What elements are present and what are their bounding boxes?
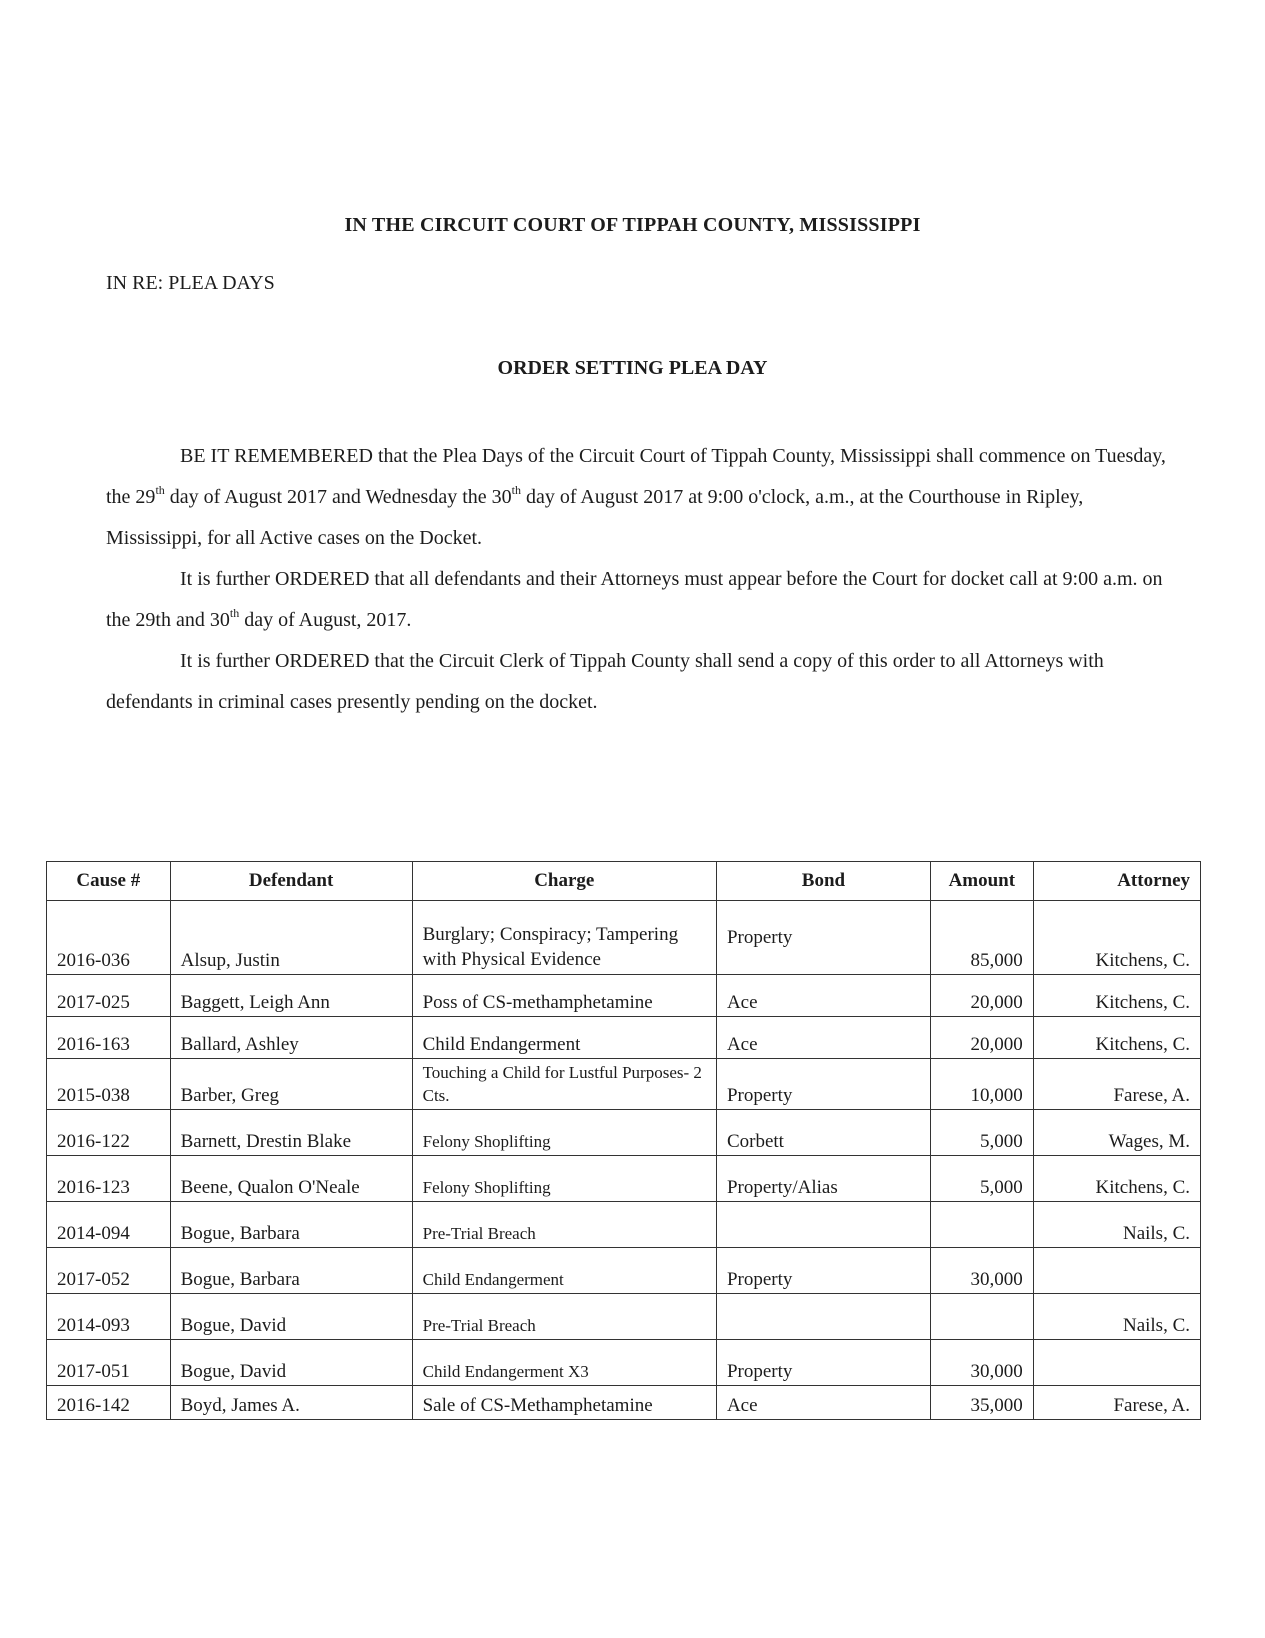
amount-cell: 30,000 [930,1340,1033,1386]
order-title: ORDER SETTING PLEA DAY [497,357,768,379]
bond-cell: Property [716,1248,930,1294]
amount-cell: 5,000 [930,1110,1033,1156]
paragraph-notice: It is further ORDERED that the Circuit Clerk of Tippah County shall send a copy of this order to all Attorneys with defendants in criminal cases presently pending on the docket. [106,650,1104,713]
bond-cell: Ace [716,1386,930,1420]
paragraph-commencement: BE IT REMEMBERED that the Plea Days of the Circuit Court of Tippah County, Mississippi shall commence on Tuesday, the 29th day of August 2017 and Wednesday the 30th day of August 2017 at 9:00 o'clock, a.m., at the Courthouse in Ripley, Mississippi, for all Active cases on the Docket. [106,445,1166,549]
attorney-cell: Nails, C. [1033,1202,1200,1248]
amount-cell: 20,000 [930,1017,1033,1059]
cause-cell: 2014-094 [47,1202,171,1248]
charge-cell: Felony Shoplifting [412,1110,716,1156]
table-row [47,1110,1201,1156]
court-title: IN THE CIRCUIT COURT OF TIPPAH COUNTY, MISSISSIPPI [344,214,921,236]
defendant-cell: Beene, Qualon O'Neale [170,1156,412,1202]
cause-cell: 2016-123 [47,1156,171,1202]
bond-cell: Property/Alias [716,1156,930,1202]
charge-cell: Pre-Trial Breach [412,1202,716,1248]
cause-cell: 2014-093 [47,1294,171,1340]
charge-cell: Poss of CS-methamphetamine [412,975,716,1017]
charge-cell: Child Endangerment [412,1248,716,1294]
bond-cell: Property [716,901,930,975]
bond-cell [716,1202,930,1248]
amount-cell [930,1202,1033,1248]
bond-cell: Ace [716,975,930,1017]
header-defendant: Defendant [170,862,412,901]
cause-cell: 2016-122 [47,1110,171,1156]
bond-cell: Ace [716,1017,930,1059]
attorney-cell: Farese, A. [1033,1059,1200,1110]
bond-cell: Property [716,1059,930,1110]
defendant-cell: Boyd, James A. [170,1386,412,1420]
amount-cell: 5,000 [930,1156,1033,1202]
table-row [47,1248,1201,1294]
paragraph-appearance: It is further ORDERED that all defendants and their Attorneys must appear before the Court for docket call at 9:00 a.m. on the 29th and 30th day of August, 2017. [106,568,1163,631]
header-charge: Charge [412,862,716,901]
bond-cell [716,1294,930,1340]
defendant-cell: Barber, Greg [170,1059,412,1110]
attorney-cell: Kitchens, C. [1033,901,1200,975]
defendant-cell: Bogue, Barbara [170,1202,412,1248]
charge-cell: Touching a Child for Lustful Purposes- 2 Cts. [412,1059,716,1110]
table-row [47,1017,1201,1059]
attorney-cell: Wages, M. [1033,1110,1200,1156]
table-header-row [47,862,1201,901]
charge-cell: Sale of CS-Methamphetamine [412,1386,716,1420]
header-attorney: Attorney [1033,862,1200,901]
table-row [47,1156,1201,1202]
charge-cell: Child Endangerment X3 [412,1340,716,1386]
attorney-cell [1033,1340,1200,1386]
attorney-cell [1033,1248,1200,1294]
amount-cell [930,1294,1033,1340]
amount-cell: 30,000 [930,1248,1033,1294]
attorney-cell: Kitchens, C. [1033,975,1200,1017]
header-bond: Bond [716,862,930,901]
defendant-cell: Ballard, Ashley [170,1017,412,1059]
bond-cell: Corbett [716,1110,930,1156]
charge-cell: Felony Shoplifting [412,1156,716,1202]
defendant-cell: Alsup, Justin [170,901,412,975]
in-re-caption: IN RE: PLEA DAYS [106,272,275,294]
header-amount: Amount [930,862,1033,901]
defendant-cell: Bogue, David [170,1294,412,1340]
cause-cell: 2017-052 [47,1248,171,1294]
bond-cell: Property [716,1340,930,1386]
attorney-cell: Kitchens, C. [1033,1017,1200,1059]
defendant-cell: Baggett, Leigh Ann [170,975,412,1017]
attorney-cell: Farese, A. [1033,1386,1200,1420]
table-row [47,1202,1201,1248]
table-row [47,1386,1201,1420]
amount-cell: 85,000 [930,901,1033,975]
cause-cell: 2016-142 [47,1386,171,1420]
table-row [47,1294,1201,1340]
cause-cell: 2017-051 [47,1340,171,1386]
charge-cell: Child Endangerment [412,1017,716,1059]
cause-cell: 2016-163 [47,1017,171,1059]
header-cause: Cause # [47,862,171,901]
amount-cell: 10,000 [930,1059,1033,1110]
defendant-cell: Bogue, Barbara [170,1248,412,1294]
defendant-cell: Barnett, Drestin Blake [170,1110,412,1156]
charge-cell: Burglary; Conspiracy; Tampering with Physical Evidence [412,901,716,975]
table-row [47,1059,1201,1110]
cause-cell: 2016-036 [47,901,171,975]
charge-cell: Pre-Trial Breach [412,1294,716,1340]
table-row [47,901,1201,975]
amount-cell: 35,000 [930,1386,1033,1420]
order-body [106,436,1166,723]
amount-cell: 20,000 [930,975,1033,1017]
attorney-cell: Nails, C. [1033,1294,1200,1340]
cause-cell: 2015-038 [47,1059,171,1110]
table-row [47,975,1201,1017]
defendant-cell: Bogue, David [170,1340,412,1386]
docket-table [46,861,1201,1420]
attorney-cell: Kitchens, C. [1033,1156,1200,1202]
table-row [47,1340,1201,1386]
cause-cell: 2017-025 [47,975,171,1017]
